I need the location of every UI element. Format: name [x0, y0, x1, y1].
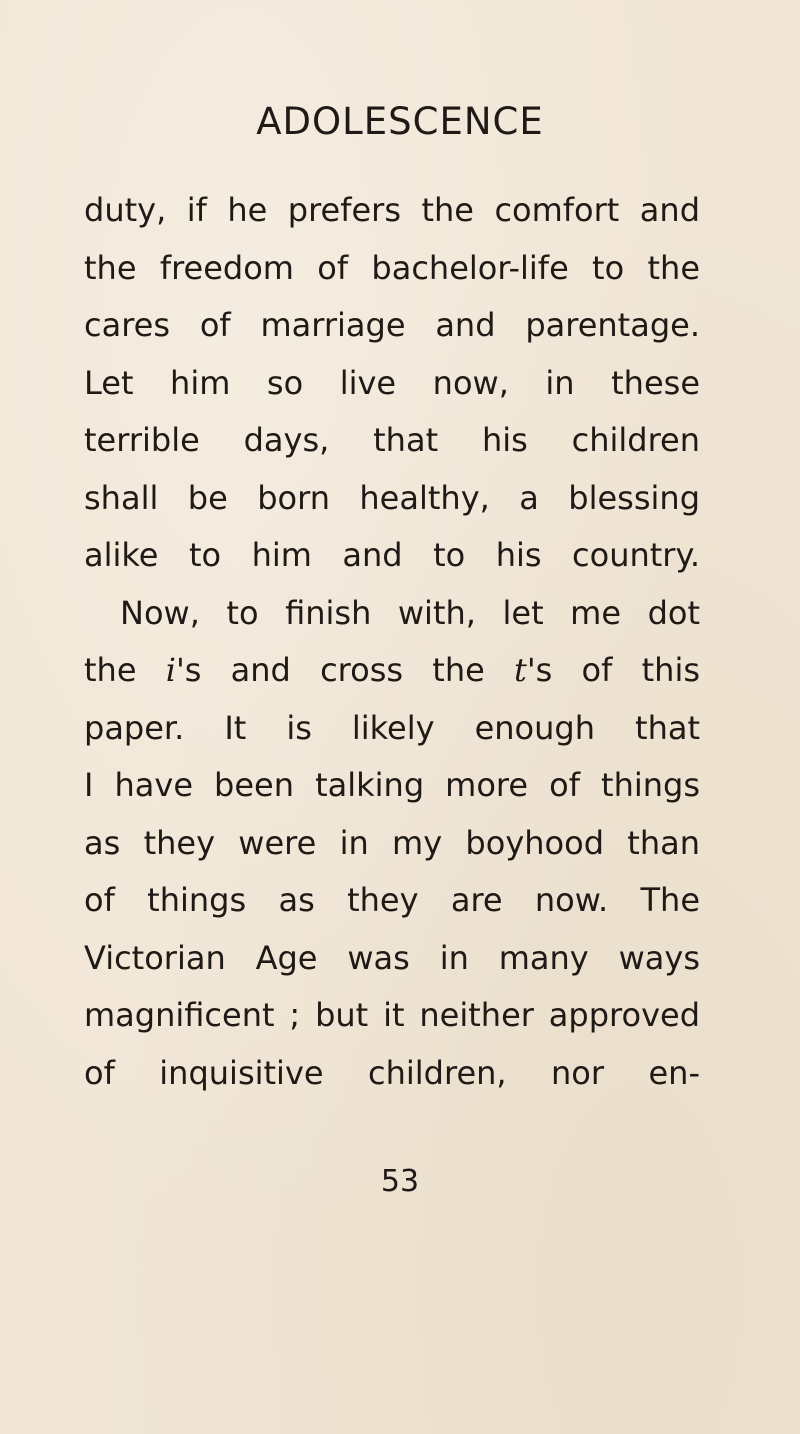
text-line: shall be born healthy, a blessing	[84, 478, 700, 517]
text-line: paper. It is likely enough that	[84, 708, 700, 747]
text-segment: 's and cross the	[175, 651, 514, 689]
text-segment: 's of this	[526, 651, 700, 689]
paragraph-first-line: Now, to finish with, let me dot	[120, 593, 700, 632]
text-line: I have been talking more of things	[84, 766, 700, 804]
italic-letter-t: t	[514, 651, 527, 689]
text-line: magnificent ; but it neither approved	[84, 996, 700, 1034]
text-line: of inquisitive children, nor en-	[84, 1053, 700, 1092]
page-number: 53	[380, 1164, 420, 1199]
text-line: of things as they are now. The	[84, 881, 700, 919]
text-line: cares of marriage and parentage.	[84, 306, 700, 344]
text-line: Victorian Age was in many ways	[84, 938, 700, 977]
running-head: ADOLESCENCE	[256, 100, 544, 143]
text-line: terrible days, that his children	[84, 421, 700, 459]
body-text	[84, 182, 700, 1102]
text-line: alike to him and to his country.	[84, 536, 700, 574]
text-segment: the	[84, 651, 166, 689]
italic-letter-i: i	[165, 651, 176, 689]
text-line: Let him so live now, in these	[84, 363, 700, 402]
text-line: duty, if he prefers the comfort and	[84, 191, 700, 229]
text-line-with-italics	[84, 642, 700, 700]
text-line: as they were in my boyhood than	[84, 823, 700, 862]
text-line: the freedom of bachelor-life to the	[84, 248, 700, 287]
